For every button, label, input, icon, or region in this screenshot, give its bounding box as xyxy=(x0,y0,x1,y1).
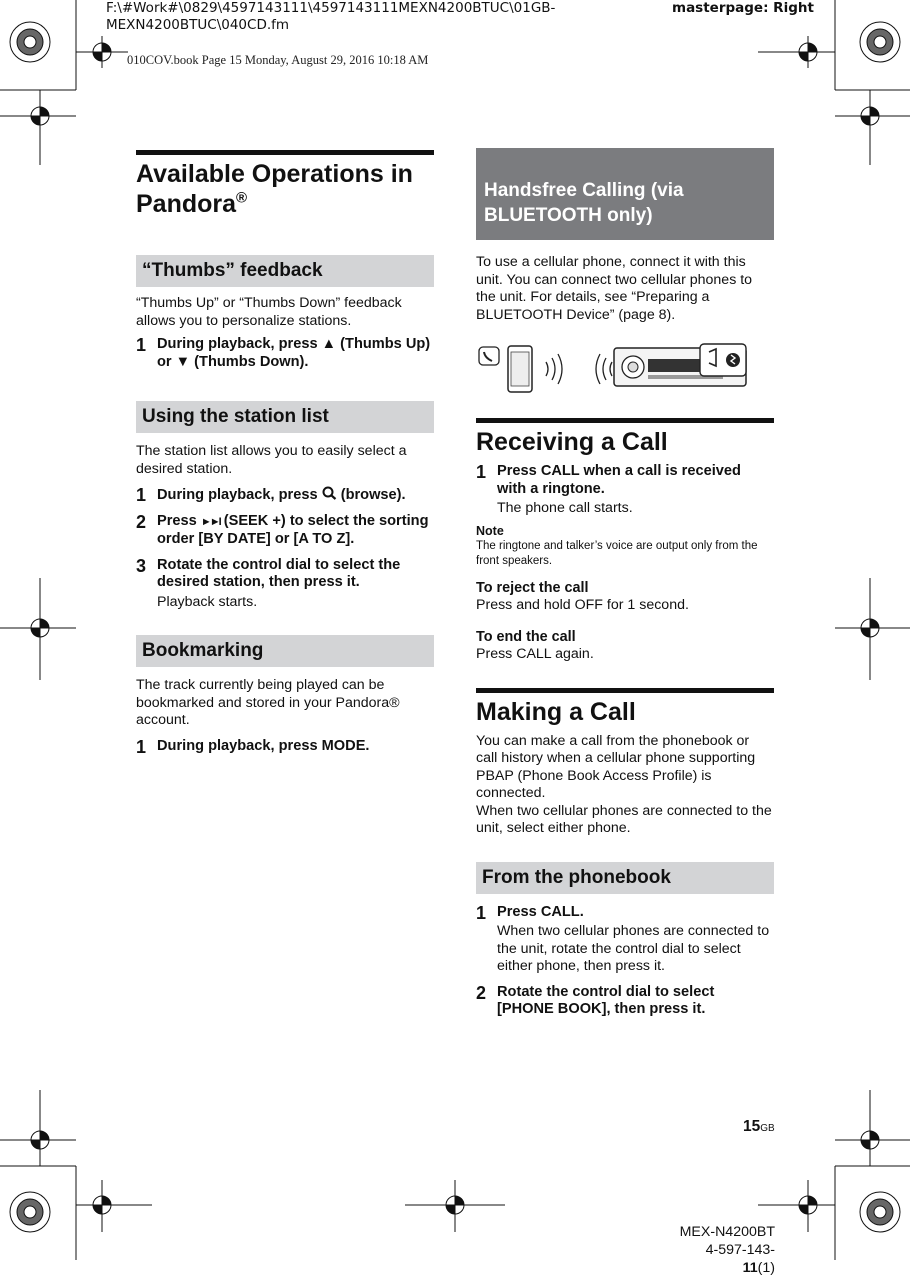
seek-forward-icon: ►►I xyxy=(200,515,220,528)
making-call-title: Making a Call xyxy=(476,688,774,727)
available-operations-title: Available Operations in Pandora® xyxy=(136,150,434,219)
making-intro-1: You can make a call from the phonebook or call history when a cellular phone supporting PBAP (Phone Book Access Profile) is connected. xyxy=(476,732,756,801)
phonebook-heading: From the phonebook xyxy=(476,862,774,894)
triangle-up-icon: ▲ xyxy=(321,336,337,352)
thumbs-intro: “Thumbs Up” or “Thumbs Down” feedback allows you to personalize stations. xyxy=(136,295,402,329)
station-step-2: 2 Press ►►I (SEEK +) to select the sorting order [BY DATE] or [A TO Z]. xyxy=(136,511,429,547)
file-path-line1: F:\#Work#\0829\4597143111\4597143111MEXN4200BTUC\01GB- xyxy=(106,0,556,16)
page-number: 15GB xyxy=(743,1118,775,1135)
wireless-waves-icon xyxy=(546,354,612,384)
phonebook-step-2: 2 Rotate the control dial to select [PHONE BOOK], then press it. xyxy=(476,982,715,1017)
triangle-down-icon: ▼ xyxy=(175,353,191,370)
making-intro-2: When two cellular phones are connected to the unit, select either phone. xyxy=(476,802,772,836)
model-code: 4-597-143-11(1) xyxy=(705,1242,775,1276)
search-icon xyxy=(322,486,337,500)
thumbs-step-1: 1 During playback, press ▲ (Thumbs Up) or ▼ (Thumbs Down). xyxy=(136,335,431,370)
bookmarking-heading: Bookmarking xyxy=(136,635,434,667)
model-name: MEX-N4200BT xyxy=(679,1224,775,1240)
file-path-line2: MEXN4200BTUC\040CD.fm xyxy=(106,17,290,33)
receiving-step-1: 1 Press CALL when a call is received with a ringtone. The phone call starts. xyxy=(476,462,741,516)
receiving-call-title: Receiving a Call xyxy=(476,418,774,457)
bookmark-intro: The track currently being played can be bookmarked and stored in your Pandora® account. xyxy=(136,677,400,728)
station-step-1: 1 During playback, press (browse). xyxy=(136,485,406,505)
end-call-heading: To end the call xyxy=(476,628,576,645)
phonebook-step-1: 1 Press CALL. When two cellular phones are connected to the unit, rotate the control dial to select either phone, then press it. xyxy=(476,902,770,974)
thumbs-feedback-heading: “Thumbs” feedback xyxy=(136,255,434,287)
handsfree-intro: To use a cellular phone, connect it with this unit. You can connect two cellular phones to the unit. For details, see “Preparing a BLUETOOTH Device” (page 8). xyxy=(476,254,753,323)
phone-connection-illustration xyxy=(476,342,774,412)
station-step-3: 3 Rotate the control dial to select the desired station, then press it. Playback starts. xyxy=(136,555,401,610)
end-call-text: Press CALL again. xyxy=(476,646,594,662)
reject-call-text: Press and hold OFF for 1 second. xyxy=(476,597,689,613)
right-column xyxy=(476,148,774,1019)
book-info: 010COV.book Page 15 Monday, August 29, 2016 10:18 AM xyxy=(127,53,429,67)
note-text: The ringtone and talker’s voice are output only from the front speakers. xyxy=(476,539,758,567)
station-list-heading: Using the station list xyxy=(136,401,434,433)
note-heading: Note xyxy=(476,523,504,538)
phone-bluetooth-diagram xyxy=(476,342,774,402)
reject-call-heading: To reject the call xyxy=(476,579,589,596)
call-icon xyxy=(479,347,499,365)
model-info xyxy=(675,1223,775,1277)
bookmark-step-1: 1 During playback, press MODE. xyxy=(136,736,370,757)
handsfree-heading: Handsfree Calling (via BLUETOOTH only) xyxy=(476,148,774,240)
masterpage-label: masterpage: Right xyxy=(672,0,814,16)
left-column xyxy=(136,150,434,756)
station-intro: The station list allows you to easily select a desired station. xyxy=(136,443,407,477)
